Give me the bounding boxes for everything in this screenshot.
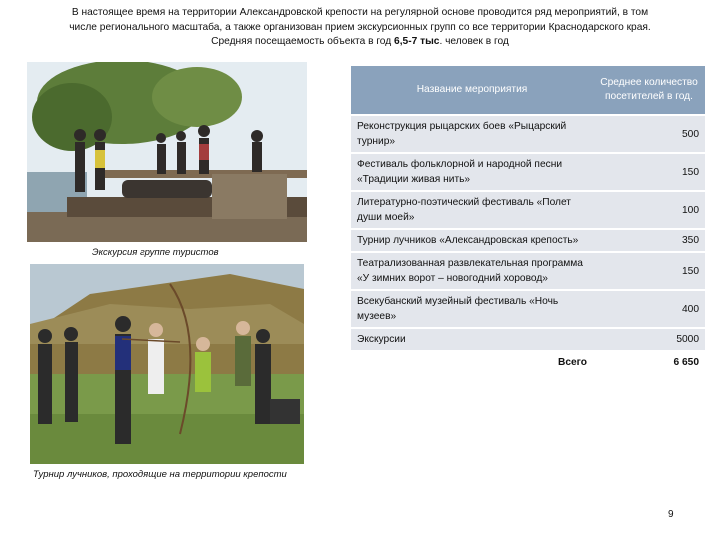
intro-line-2: числе регионального масштаба, а также организован прием экскурсионных групп со все территории Краснодарского края. bbox=[69, 21, 651, 33]
event-name: Экскурсии bbox=[351, 329, 593, 350]
event-visitors: 150 bbox=[593, 154, 705, 190]
table-row bbox=[351, 230, 705, 251]
event-name: Реконструкция рыцарских боев «Рыцарский турнир» bbox=[351, 116, 593, 152]
caption-archery: Турнир лучников, проходящие на территории крепости bbox=[33, 469, 287, 480]
table-row bbox=[351, 116, 705, 152]
event-visitors: 500 bbox=[593, 116, 705, 152]
event-visitors: 100 bbox=[593, 192, 705, 228]
table-header-row bbox=[351, 66, 705, 114]
page-number: 9 bbox=[668, 509, 674, 520]
event-name: Всекубанский музейный фестиваль «Ночь музеев» bbox=[351, 291, 593, 327]
event-visitors: 150 bbox=[593, 253, 705, 289]
event-visitors: 5000 bbox=[593, 329, 705, 350]
table-row bbox=[351, 192, 705, 228]
header-event: Название мероприятия bbox=[351, 66, 593, 114]
intro-line-1: В настоящее время на территории Александровской крепости на регулярной основе проводится ряд мероприятий, в том bbox=[71, 7, 649, 18]
event-visitors: 400 bbox=[593, 291, 705, 327]
caption-excursion: Экскурсия группе туристов bbox=[92, 247, 219, 258]
table-total-row bbox=[351, 352, 705, 373]
table-row bbox=[351, 154, 705, 190]
total-label: Всего bbox=[351, 352, 593, 373]
event-name: Театрализованная развлекательная программа «У зимних ворот – новогодний хоровод» bbox=[351, 253, 593, 289]
photo-excursion bbox=[27, 62, 307, 242]
table-row bbox=[351, 253, 705, 289]
events-table bbox=[351, 64, 705, 375]
intro-line-3c: . человек в год bbox=[439, 36, 509, 47]
event-name: Фестиваль фольклорной и народной песни «Традиции живая нить» bbox=[351, 154, 593, 190]
header-avg-visitors: Среднее количество посетителей в год. bbox=[593, 66, 705, 114]
intro-text bbox=[14, 6, 706, 50]
intro-line-3 bbox=[14, 35, 706, 50]
archery-illustration bbox=[30, 264, 304, 464]
event-name: Литературно-поэтический фестиваль «Полет души моей» bbox=[351, 192, 593, 228]
event-visitors: 350 bbox=[593, 230, 705, 251]
attendance-value: 6,5-7 тыс bbox=[394, 36, 440, 47]
table-row bbox=[351, 291, 705, 327]
event-name: Турнир лучников «Александровская крепость» bbox=[351, 230, 593, 251]
total-value: 6 650 bbox=[593, 352, 705, 373]
intro-line-3a: Средняя посещаемость объекта в год bbox=[211, 36, 392, 47]
excursion-illustration bbox=[27, 62, 307, 242]
photo-archery bbox=[30, 264, 304, 464]
table-row bbox=[351, 329, 705, 350]
